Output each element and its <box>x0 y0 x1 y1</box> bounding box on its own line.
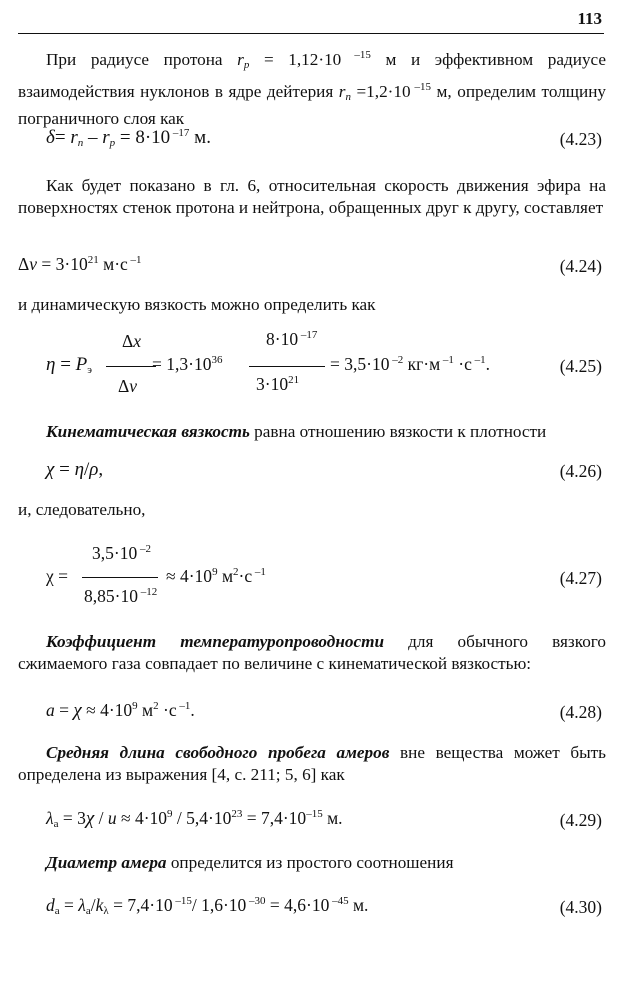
var-u: u <box>107 808 117 828</box>
text: м. <box>348 895 369 915</box>
sub-p: p <box>109 137 116 149</box>
text: = 1,3·10 <box>152 354 212 374</box>
paragraph-8 <box>18 852 606 874</box>
symbol-delta: δ <box>46 127 55 148</box>
equation-4-24 <box>18 254 142 275</box>
equation-number: (4.26) <box>559 461 602 481</box>
text: = 3·10 <box>37 254 88 274</box>
paragraph-5 <box>18 499 606 521</box>
var-v: v <box>129 376 138 396</box>
text: Δ <box>118 376 130 396</box>
symbol-lambda: λ <box>78 895 86 915</box>
paragraph-2 <box>18 175 606 219</box>
exponent: –15 <box>306 808 323 820</box>
exponent: –15 <box>172 895 192 907</box>
exponent: –1 <box>176 700 191 712</box>
text: Δ <box>122 331 134 351</box>
text: = 3,5·10 <box>330 354 390 374</box>
equation-number: (4.25) <box>559 356 602 376</box>
exponent: 9 <box>132 700 138 712</box>
text: м и эффективном радиусе взаимодействия нуклонов в ядре дейтерия <box>18 50 607 101</box>
exponent: –15 <box>341 49 371 61</box>
exponent: –45 <box>329 895 349 907</box>
text: м·с <box>98 254 128 274</box>
exponent: 36 <box>211 354 223 366</box>
text: = <box>55 354 76 375</box>
equation-number: (4.23) <box>559 129 602 149</box>
symbol-chi: χ <box>73 700 82 721</box>
text: = 7,4·10 <box>242 808 307 828</box>
equation-4-25-lhs <box>46 354 92 376</box>
term-bold: Диаметр амера <box>46 853 167 872</box>
exponent: 23 <box>231 808 243 820</box>
text: . <box>190 700 195 720</box>
var-a: a <box>46 700 55 720</box>
page-number: 113 <box>577 9 602 28</box>
text: ≈ 4·10 <box>116 808 168 828</box>
text: / <box>84 459 90 480</box>
text: = <box>54 127 71 148</box>
text: м. <box>322 808 343 828</box>
text: и, следовательно, <box>18 500 146 519</box>
term-bold: Средняя длина свободного пробега амеров <box>46 743 390 762</box>
exponent: –12 <box>137 586 158 598</box>
fraction-denominator <box>256 374 299 395</box>
text: ≈ 4·10 <box>166 566 213 586</box>
text: м <box>137 700 154 720</box>
text: / <box>94 808 108 828</box>
symbol-lambda: λ <box>46 808 54 828</box>
sub-n: n <box>345 91 351 103</box>
fraction-bar <box>106 366 156 367</box>
exponent: –2 <box>389 354 404 366</box>
exponent: 21 <box>87 254 99 266</box>
var-r: r <box>102 127 110 148</box>
text: 3·10 <box>256 374 289 394</box>
symbol-rho: ρ <box>89 459 99 480</box>
equation-4-25-result <box>330 354 490 375</box>
text: / 1,6·10 <box>191 895 247 915</box>
equation-4-29 <box>46 808 343 830</box>
text: 3,5·10 <box>92 543 138 563</box>
exponent: –15 <box>410 81 432 93</box>
text: ·с <box>238 566 253 586</box>
text: ·с <box>158 700 177 720</box>
var-r: r <box>237 50 244 69</box>
exponent: –30 <box>246 895 266 907</box>
equation-number: (4.24) <box>559 256 602 276</box>
var-r: r <box>70 127 78 148</box>
text: Как будет показано в гл. 6, относительная скорость движения эфира на поверхностях стенок протона и нейтрона, обращенных друг к другу, составляет <box>18 176 606 217</box>
text: кг·м <box>403 354 441 374</box>
fraction-dx-numerator <box>122 331 141 352</box>
text: =1,2·10 <box>350 82 411 101</box>
paragraph-6 <box>18 631 606 675</box>
sub-n: n <box>77 137 84 149</box>
fraction-denominator <box>84 586 157 607</box>
equation-4-26 <box>46 459 103 481</box>
text: = 1,12·10 <box>249 50 342 69</box>
equation-4-25-coef <box>152 354 222 375</box>
text: 8·10 <box>266 329 299 349</box>
equation-4-28 <box>46 700 195 722</box>
exponent: 9 <box>212 566 218 578</box>
text: . <box>485 354 491 374</box>
equation-4-27-lhs <box>46 566 68 587</box>
text: = 3 <box>58 808 86 828</box>
header-rule <box>18 33 604 34</box>
var-r: r <box>338 82 346 101</box>
fraction-dv-denominator <box>118 376 137 397</box>
text: м. <box>189 127 211 148</box>
paragraph-7 <box>18 742 606 786</box>
equation-4-23 <box>46 127 211 149</box>
sub-a: а <box>53 818 59 830</box>
exponent: 2 <box>233 566 239 578</box>
fraction-numerator <box>92 543 151 564</box>
var-x: x <box>133 331 142 351</box>
text: для обычного вязкого сжимаемого газа совпадает по величине с кинематической вязкостью: <box>18 632 607 673</box>
symbol-eta: η <box>46 354 56 375</box>
sub-e: э <box>87 364 92 376</box>
var-k: k <box>95 895 104 915</box>
equation-number: (4.27) <box>559 568 602 588</box>
fraction-numerator <box>266 329 317 350</box>
text: вне вещества может быть определена из выражения [4, с. 211; 5, 6] как <box>18 743 606 784</box>
fraction-bar <box>82 577 158 578</box>
exponent: 21 <box>288 374 300 386</box>
text: / 5,4·10 <box>172 808 232 828</box>
text: = 7,4·10 <box>108 895 173 915</box>
paragraph-3 <box>18 294 606 316</box>
text: = <box>54 700 74 720</box>
text: м, определим толщину пограничного слоя как <box>18 82 606 128</box>
exponent: –17 <box>170 127 190 139</box>
exponent: –17 <box>298 329 318 341</box>
symbol-chi: χ <box>46 459 55 480</box>
sub-p: p <box>243 59 250 71</box>
equation-4-27-result <box>166 566 266 587</box>
text: определится из простого соотношения <box>166 853 454 872</box>
text: = <box>59 895 79 915</box>
sub-a: а <box>85 905 91 917</box>
var-v: v <box>29 254 38 274</box>
exponent: –2 <box>137 543 151 555</box>
fraction-bar <box>249 366 325 367</box>
text: χ = <box>46 566 69 586</box>
text: = 4,6·10 <box>265 895 330 915</box>
var-P: P <box>75 354 88 375</box>
text: 8,85·10 <box>84 586 138 606</box>
text: При радиусе протона <box>46 50 238 69</box>
text: м <box>217 566 234 586</box>
term-bold: Коэффициент температуропроводности <box>46 632 385 651</box>
text: Δ <box>18 254 30 274</box>
text: , <box>98 459 104 480</box>
text: ≈ 4·10 <box>81 700 133 720</box>
symbol-chi: χ <box>85 808 95 829</box>
var-d: d <box>46 895 55 915</box>
text: ·с <box>453 354 472 374</box>
exponent: 2 <box>153 700 159 712</box>
text: = 8·10 <box>115 127 171 148</box>
text: – <box>83 127 103 148</box>
term-bold: Кинематическая вязкость <box>46 422 250 441</box>
exponent: –1 <box>127 254 142 266</box>
text: = <box>54 459 75 480</box>
paragraph-1 <box>18 44 606 130</box>
text: и динамическую вязкость можно определить как <box>18 295 376 314</box>
equation-number: (4.30) <box>559 897 602 917</box>
exponent: 9 <box>167 808 173 820</box>
equation-number: (4.29) <box>559 810 602 830</box>
text: равна отношению вязкости к плотности <box>249 422 547 441</box>
text: / <box>90 895 96 915</box>
equation-4-30 <box>46 895 368 917</box>
symbol-eta: η <box>74 459 85 480</box>
sub-lambda: λ <box>103 905 109 917</box>
exponent: –1 <box>440 354 454 366</box>
sub-a: а <box>54 905 60 917</box>
equation-number: (4.28) <box>559 702 602 722</box>
exponent: –1 <box>471 354 486 366</box>
paragraph-4 <box>18 421 606 443</box>
exponent: –1 <box>252 566 266 578</box>
